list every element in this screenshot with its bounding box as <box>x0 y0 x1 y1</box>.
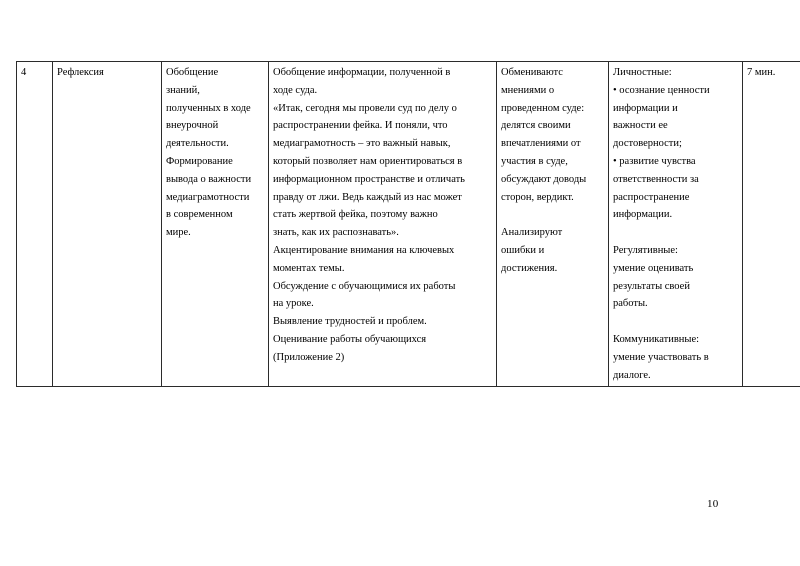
goal-line: деятельности. <box>166 138 229 150</box>
content-line: Акцентирование внимания на ключевых <box>273 244 455 256</box>
content-line: Обсуждение с обучающимися их работы <box>273 280 456 292</box>
uud-line: умение участвовать в <box>613 351 709 363</box>
students-line: обсуждают доводы <box>501 173 587 185</box>
goal-line: полученных в ходе <box>166 102 251 114</box>
lesson-plan-table <box>16 61 800 387</box>
table-row <box>17 62 800 387</box>
uud-line: Регулятивные: <box>613 244 678 256</box>
content-line: (Приложение 2) <box>273 351 345 363</box>
students-line: Обмениваютс <box>501 67 563 78</box>
uud-line: диалоге. <box>613 369 651 381</box>
students-blank-line <box>501 206 604 224</box>
uud-line: Личностные: <box>613 67 672 78</box>
uud-line: ответственности за <box>613 173 699 185</box>
content-line: ходе суда. <box>273 84 318 96</box>
cell-uud <box>609 62 743 387</box>
uud-line: важности ее <box>613 120 668 132</box>
goal-line: Обобщение <box>166 67 219 78</box>
cell-students-activity <box>497 62 609 387</box>
content-line: распространении фейка. И поняли, что <box>273 120 448 132</box>
uud-line: информации и <box>613 102 678 114</box>
uud-line: работы. <box>613 298 648 310</box>
content-line: правду от лжи. Ведь каждый из нас может <box>273 191 462 203</box>
content-line: «Итак, сегодня мы провели суд по делу о <box>273 102 457 114</box>
cell-lesson-stage <box>53 62 162 387</box>
content-line: Оценивание работы обучающихся <box>273 333 427 345</box>
students-line: впечатлениями от <box>501 138 581 150</box>
page-number: 10 <box>707 498 719 510</box>
goal-line: в современном <box>166 209 233 221</box>
goal-line: вывода о важности <box>166 173 252 185</box>
students-line: достижения. <box>501 262 558 274</box>
duration-text: 7 мин. <box>747 67 776 78</box>
students-line: делятся своими <box>501 120 571 132</box>
cell-row-number <box>17 62 53 387</box>
content-line: на уроке. <box>273 298 314 310</box>
students-line: мнениями о <box>501 84 555 96</box>
row-number-text: 4 <box>21 67 27 78</box>
content-line: Обобщение информации, полученной в <box>273 67 451 78</box>
students-line: проведенном суде: <box>501 102 585 114</box>
cell-duration <box>743 62 800 387</box>
uud-line: распространение <box>613 191 690 203</box>
content-line: стать жертвой фейка, поэтому важно <box>273 209 438 221</box>
uud-line: Коммуникативные: <box>613 333 700 345</box>
students-line: участия в суде, <box>501 155 568 167</box>
content-line: знать, как их распознавать». <box>273 227 399 239</box>
goal-line: мире. <box>166 227 191 239</box>
content-line: который позволяет нам ориентироваться в <box>273 155 463 167</box>
students-line: Анализируют <box>501 227 563 239</box>
uud-line: информации. <box>613 209 673 221</box>
goal-line: медиаграмотности <box>166 191 250 203</box>
goal-line: Формирование <box>166 155 233 167</box>
content-line: Выявление трудностей и проблем. <box>273 316 427 328</box>
content-line: информационном пространстве и отличать <box>273 173 465 185</box>
cell-stage-goal <box>162 62 269 387</box>
content-line: моментах темы. <box>273 262 345 274</box>
students-line: сторон, вердикт. <box>501 191 574 203</box>
goal-line: знаний, <box>166 84 200 96</box>
uud-line: умение оценивать <box>613 262 694 274</box>
uud-line: результаты своей <box>613 280 690 292</box>
uud-blank-line <box>613 313 738 331</box>
content-line: медиаграмотность – это важный навык, <box>273 138 451 150</box>
uud-line: • развитие чувства <box>613 155 696 167</box>
goal-line: внеурочной <box>166 120 219 132</box>
cell-teacher-content <box>269 62 497 387</box>
uud-line: • осознание ценности <box>613 84 710 96</box>
students-line: ошибки и <box>501 244 545 256</box>
uud-line: достоверности; <box>613 138 682 150</box>
uud-blank-line <box>613 224 738 242</box>
lesson-stage-text: Рефлексия <box>57 67 104 78</box>
